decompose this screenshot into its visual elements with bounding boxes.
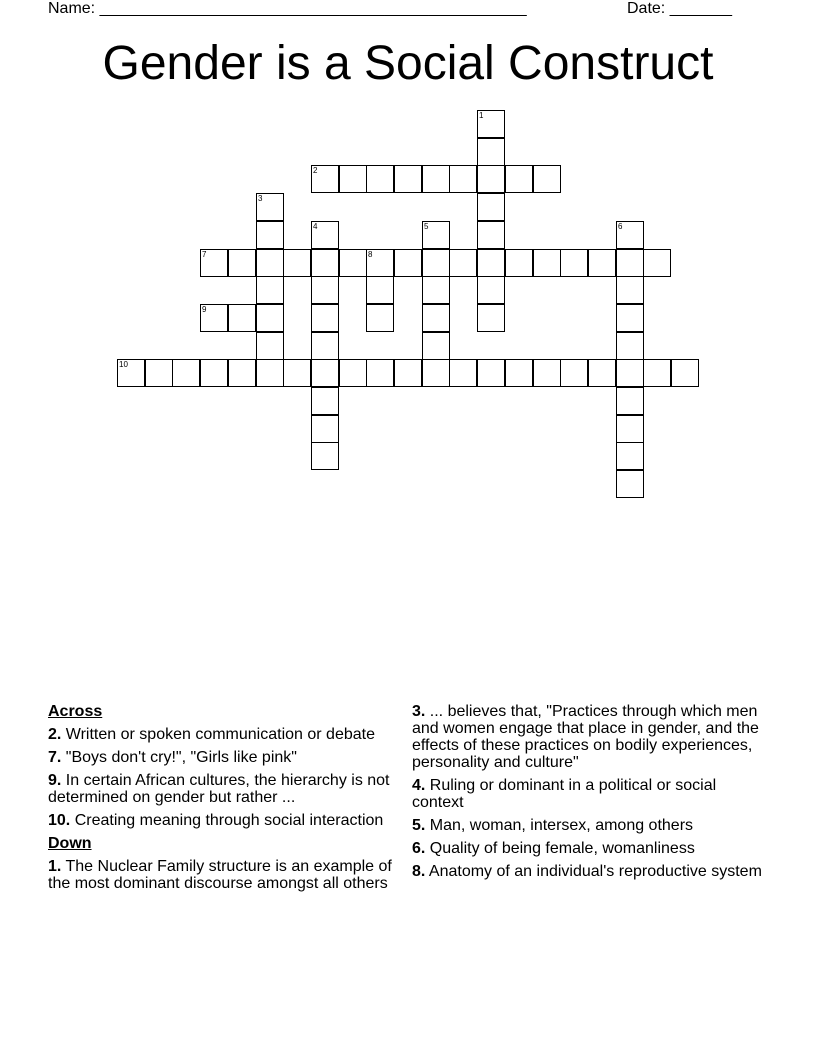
grid-cell[interactable] xyxy=(533,249,561,277)
clue-number-label: 8. xyxy=(412,863,426,880)
grid-cell[interactable] xyxy=(256,221,284,249)
grid-cell[interactable] xyxy=(311,276,339,304)
grid-cell[interactable] xyxy=(366,165,394,193)
grid-cell[interactable] xyxy=(228,359,256,387)
grid-cell[interactable] xyxy=(477,304,505,332)
grid-cell[interactable] xyxy=(256,276,284,304)
grid-cell[interactable] xyxy=(311,359,339,387)
clue-number: 6 xyxy=(618,222,623,231)
grid-cell[interactable] xyxy=(560,359,588,387)
grid-cell[interactable] xyxy=(339,249,367,277)
clue-item xyxy=(412,863,772,880)
grid-cell[interactable] xyxy=(228,249,256,277)
across-heading: Across xyxy=(48,703,103,720)
clue-number: 10 xyxy=(119,360,128,369)
grid-cell[interactable] xyxy=(477,110,505,138)
clue-text: Quality of being female, womanliness xyxy=(425,840,695,857)
grid-cell[interactable] xyxy=(616,470,644,498)
grid-cell[interactable] xyxy=(477,221,505,249)
clue-number-label: 6. xyxy=(412,840,426,857)
clue-item xyxy=(412,777,772,811)
clue-item xyxy=(48,749,398,766)
grid-cell[interactable] xyxy=(505,359,533,387)
clue-number-label: 3. xyxy=(412,703,426,720)
clue-item xyxy=(48,858,398,892)
grid-cell[interactable] xyxy=(311,387,339,415)
grid-cell[interactable] xyxy=(311,442,339,470)
clue-number: 9 xyxy=(202,305,207,314)
clue-text: Man, woman, intersex, among others xyxy=(425,817,694,834)
clue-item xyxy=(48,812,398,829)
grid-cell[interactable] xyxy=(616,387,644,415)
grid-cell[interactable] xyxy=(505,249,533,277)
grid-cell[interactable] xyxy=(366,276,394,304)
grid-cell[interactable] xyxy=(505,165,533,193)
grid-cell[interactable] xyxy=(339,165,367,193)
grid-cell[interactable] xyxy=(643,249,671,277)
grid-cell[interactable] xyxy=(671,359,699,387)
page-title: Gender is a Social Construct xyxy=(102,37,714,90)
grid-cell[interactable] xyxy=(200,304,228,332)
clue-text: ... believes that, "Practices through which men and women engage that place in gender, and the effects of these practices on bodily experiences, personality and culture" xyxy=(412,703,759,771)
grid-cell[interactable] xyxy=(533,165,561,193)
grid-cell[interactable] xyxy=(256,193,284,221)
grid-cell[interactable] xyxy=(422,249,450,277)
down-clue-list-continued xyxy=(412,703,772,880)
clue-number: 5 xyxy=(424,222,429,231)
grid-cell[interactable] xyxy=(394,359,422,387)
grid-cell[interactable] xyxy=(616,332,644,360)
grid-cell[interactable] xyxy=(422,332,450,360)
clue-text: "Boys don't cry!", "Girls like pink" xyxy=(61,749,297,766)
grid-cell[interactable] xyxy=(477,359,505,387)
clue-number: 3 xyxy=(258,194,263,203)
grid-cell[interactable] xyxy=(311,415,339,443)
clues-left-column xyxy=(48,703,398,898)
grid-cell[interactable] xyxy=(339,359,367,387)
clue-number-label: 2. xyxy=(48,726,62,743)
clue-number-label: 9. xyxy=(48,772,62,789)
clue-number-label: 7. xyxy=(48,749,62,766)
grid-cell[interactable] xyxy=(616,276,644,304)
clue-number: 4 xyxy=(313,222,318,231)
grid-cell[interactable] xyxy=(200,249,228,277)
grid-cell[interactable] xyxy=(311,221,339,249)
clue-number-label: 1. xyxy=(48,858,62,875)
grid-cell[interactable] xyxy=(422,276,450,304)
grid-cell[interactable] xyxy=(200,359,228,387)
grid-cell[interactable] xyxy=(477,165,505,193)
grid-cell[interactable] xyxy=(228,304,256,332)
grid-cell[interactable] xyxy=(477,249,505,277)
grid-cell[interactable] xyxy=(117,359,145,387)
grid-cell[interactable] xyxy=(560,249,588,277)
grid-cell[interactable] xyxy=(449,165,477,193)
grid-cell[interactable] xyxy=(449,249,477,277)
grid-cell[interactable] xyxy=(422,221,450,249)
grid-cell[interactable] xyxy=(366,249,394,277)
grid-cell[interactable] xyxy=(311,249,339,277)
grid-cell[interactable] xyxy=(256,332,284,360)
clue-text: In certain African cultures, the hierarchy is not determined on gender but rather ... xyxy=(48,772,390,806)
grid-cell[interactable] xyxy=(311,332,339,360)
grid-cell[interactable] xyxy=(256,249,284,277)
grid-cell[interactable] xyxy=(533,359,561,387)
clue-text: The Nuclear Family structure is an example of the most dominant discourse amongst all others xyxy=(48,858,392,892)
clue-text: Written or spoken communication or debate xyxy=(61,726,375,743)
grid-cell[interactable] xyxy=(643,359,671,387)
grid-cell[interactable] xyxy=(256,359,284,387)
clue-item xyxy=(412,703,772,771)
clue-number: 1 xyxy=(479,111,484,120)
grid-cell[interactable] xyxy=(449,359,477,387)
clue-item xyxy=(412,817,772,834)
clue-number: 7 xyxy=(202,250,207,259)
grid-cell[interactable] xyxy=(394,165,422,193)
grid-cell[interactable] xyxy=(616,304,644,332)
clue-text: Creating meaning through social interaction xyxy=(70,812,384,829)
grid-cell[interactable] xyxy=(588,249,616,277)
clue-text: Anatomy of an individual's reproductive system xyxy=(425,863,762,880)
grid-cell[interactable] xyxy=(477,276,505,304)
clues-right-column xyxy=(412,703,772,886)
date-line: Date: _______ xyxy=(627,0,732,17)
clue-number: 2 xyxy=(313,166,318,175)
grid-cell[interactable] xyxy=(616,415,644,443)
grid-cell[interactable] xyxy=(172,359,200,387)
clue-number-label: 10. xyxy=(48,812,71,829)
grid-cell[interactable] xyxy=(616,221,644,249)
across-clue-list xyxy=(48,726,398,829)
clue-item xyxy=(48,772,398,806)
down-clue-list xyxy=(48,858,398,892)
name-line: Name: ________________________________________________ xyxy=(48,0,527,17)
grid-cell[interactable] xyxy=(311,304,339,332)
clue-number-label: 4. xyxy=(412,777,426,794)
clue-text: Ruling or dominant in a political or social context xyxy=(412,777,717,811)
clue-number: 8 xyxy=(368,250,373,259)
grid-cell[interactable] xyxy=(588,359,616,387)
clue-item xyxy=(412,840,772,857)
grid-cell[interactable] xyxy=(477,138,505,166)
down-heading: Down xyxy=(48,835,92,852)
grid-cell[interactable] xyxy=(616,249,644,277)
grid-cell[interactable] xyxy=(394,249,422,277)
grid-cell[interactable] xyxy=(477,193,505,221)
grid-cell[interactable] xyxy=(366,304,394,332)
grid-cell[interactable] xyxy=(366,359,394,387)
grid-cell[interactable] xyxy=(616,359,644,387)
grid-cell[interactable] xyxy=(422,304,450,332)
clue-item xyxy=(48,726,398,743)
grid-cell[interactable] xyxy=(422,165,450,193)
grid-cell[interactable] xyxy=(256,304,284,332)
grid-cell[interactable] xyxy=(422,359,450,387)
grid-cell[interactable] xyxy=(283,249,311,277)
grid-cell[interactable] xyxy=(616,442,644,470)
grid-cell[interactable] xyxy=(145,359,173,387)
grid-cell[interactable] xyxy=(283,359,311,387)
grid-cell[interactable] xyxy=(311,165,339,193)
clue-number-label: 5. xyxy=(412,817,426,834)
